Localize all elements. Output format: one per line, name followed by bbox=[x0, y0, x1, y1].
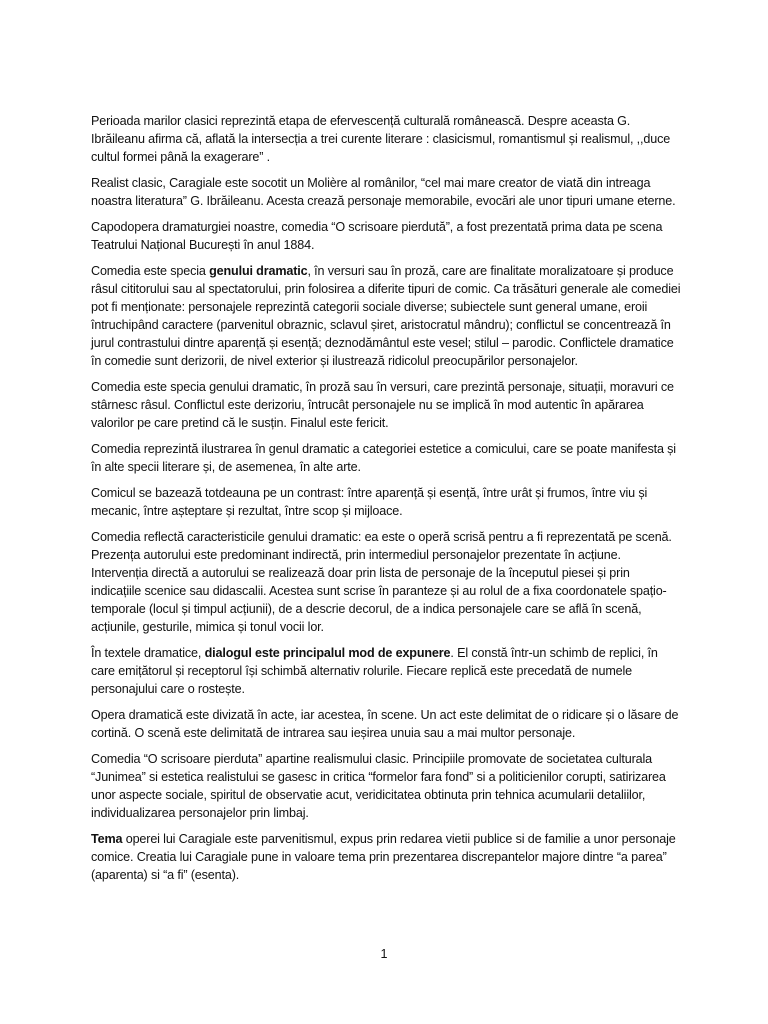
text-run: Opera dramatică este divizată în acte, iar acestea, în scene. Un act este delimitat de o ridicare și o lăsare de cortină. O scenă este delimitată de intrarea sau ieșirea unuia sau a mai multor personaje. bbox=[91, 708, 679, 740]
document-body bbox=[91, 112, 681, 892]
text-run: Comicul se bazează totdeauna pe un contrast: între aparență și esență, între urât și frumos, între viu și mecanic, între așteptare și rezultat, între scop și mijloace. bbox=[91, 486, 648, 518]
text-run: Capodopera dramaturgiei noastre, comedia “O scrisoare pierdută”, a fost prezentată prima data pe scena Teatrului Național București în anul 1884. bbox=[91, 220, 663, 252]
text-run: Comedia reprezintă ilustrarea în genul dramatic a categoriei estetice a comicului, care se poate manifesta și în alte specii literare și, de asemenea, în alte arte. bbox=[91, 442, 676, 474]
text-run: Comedia reflectă caracteristicile genului dramatic: ea este o operă scrisă pentru a fi reprezentată pe scenă. Prezența autorului este predominant indirectă, prin intermediul personajelor prezentate în acțiune. Intervenția directă a autorului se realizează doar prin lista de personaje de la începutul piesei și prin indicațiile scenice sau didascalii. Acestea sunt scrise în paranteze și au rolul de a fixa coordonatele spațio-temporale (locul și timpul acțiunii), de a descrie decorul, de a indica personajele care se află în scenă, acțiunile, gesturile, mimica și tonul vocii lor. bbox=[91, 530, 672, 634]
paragraph bbox=[91, 644, 681, 698]
text-run: Perioada marilor clasici reprezintă etapa de efervescență culturală românească. Despre aceasta G. Ibrăileanu afirma că, aflată la intersecția a trei curente literare : clasicismul, romantismul și realismul, ,,duce cultul formei până la exagerare” . bbox=[91, 114, 671, 164]
text-run: , în versuri sau în proză, care are finalitate moralizatoare și produce râsul cititorului sau al spectatorului, prin folosirea a diferite tipuri de comic. Ca trăsături generale ale comediei pot fi menționate: personajele reprezintă categorii sociale diverse; subiectele sunt general umane, eroii întruchipând caractere (parvenitul obraznic, sclavul șiret, aristocratul mândru); conflictul se concentrează în jurul contrastului dintre aparență și esență; deznodământul este vesel; stilul – parodic. Conflictele dramatice în comedie sunt derizorii, de nivel exterior și ilustrează ridicolul preocupărilor personajelor. bbox=[91, 264, 681, 368]
text-run: Comedia “O scrisoare pierduta” apartine realismului clasic. Principiile promovate de societatea culturala “Junimea” si estetica realistului se gasesc in critica “formelor fara fond” si a politicienilor corupti, satirizarea unor aspecte sociale, spiritul de observatie acut, veridicitatea obtinuta prin tehnica acumularii detaliilor, individualizarea personajelor prin limbaj. bbox=[91, 752, 666, 820]
text-run: . El constă într-un schimb de replici, în care emițătorul și receptorul își schimbă alternativ rolurile. Fiecare replică este precedată de numele personajului care o rostește. bbox=[91, 646, 658, 696]
text-run: În textele dramatice, bbox=[91, 646, 205, 660]
paragraph bbox=[91, 706, 681, 742]
paragraph bbox=[91, 750, 681, 822]
paragraph bbox=[91, 528, 681, 636]
paragraph bbox=[91, 174, 681, 210]
page-number: 1 bbox=[380, 947, 388, 961]
bold-text: dialogul este principalul mod de expunere bbox=[204, 646, 451, 660]
text-run: Comedia este specia bbox=[91, 264, 210, 278]
paragraph bbox=[91, 484, 681, 520]
bold-text: genului dramatic bbox=[209, 264, 308, 278]
paragraph bbox=[91, 262, 681, 370]
paragraph bbox=[91, 378, 681, 432]
paragraph bbox=[91, 112, 681, 166]
paragraph bbox=[91, 440, 681, 476]
paragraph bbox=[91, 830, 681, 884]
paragraph bbox=[91, 218, 681, 254]
text-run: operei lui Caragiale este parvenitismul, expus prin redarea vietii publice si de familie a unor personaje comice. Creatia lui Caragiale pune in valoare tema prin prezentarea discrepantelor majore dintre “a parea” (aparenta) si “a fi” (esenta). bbox=[91, 832, 676, 882]
bold-text: Tema bbox=[91, 832, 123, 846]
text-run: Comedia este specia genului dramatic, în proză sau în versuri, care prezintă personaje, situații, moravuri ce stârnesc râsul. Conflictul este derizoriu, întrucât personajele nu se implică în mod autentic în apărarea valorilor pe care pretind că le susțin. Finalul este fericit. bbox=[91, 380, 674, 430]
text-run: Realist clasic, Caragiale este socotit un Molière al românilor, “cel mai mare creator de viată din intreaga noastra literatura” G. Ibrăileanu. Acesta crează personaje memorabile, evocări ale unor tipuri umane eterne. bbox=[91, 176, 676, 208]
